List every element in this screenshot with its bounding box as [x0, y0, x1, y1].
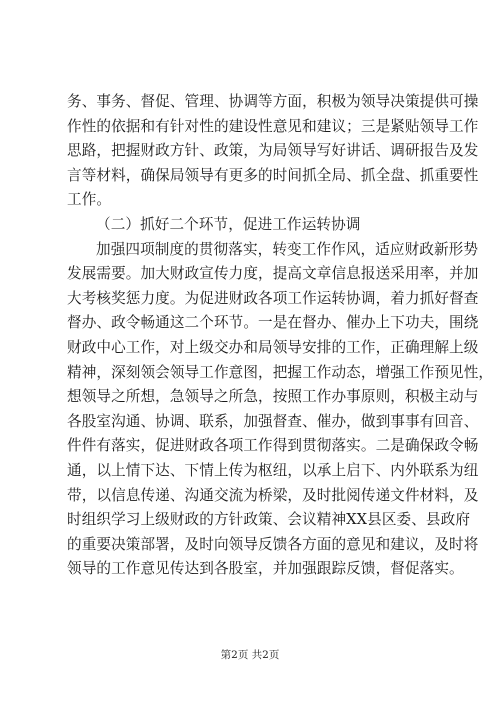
paragraph-line: 大考核奖惩力度。为促进财政各项工作运转协调，着力抓好督查 — [67, 289, 479, 307]
page-number-footer: 第2页 共2页 — [220, 649, 280, 661]
paragraph-line: 带，以信息传递、沟通交流为桥梁，及时批阅传递文件材料，及 — [67, 486, 479, 504]
text-line: 思路，把握财政方针、政策，为局领导写好讲话、调研报告及发 — [67, 142, 479, 160]
text-line: 工作。 — [67, 191, 112, 209]
paragraph-line: 发展需要。加大财政宣传力度，提高文章信息报送采用率，并加 — [67, 265, 479, 283]
text-line: 作性的依据和有针对性的建设性意见和建议；三是紧贴领导工作 — [67, 117, 479, 135]
paragraph-line: 件件有落实，促进财政各项工作得到贯彻落实。二是确保政令畅 — [67, 437, 479, 455]
text-line: 言等材料，确保局领导有更多的时间抓全局、抓全盘、抓重要性 — [67, 166, 479, 184]
section-heading: （二）抓好二个环节，促进工作运转协调 — [96, 215, 361, 233]
paragraph-line: 督办、政令畅通这二个环节。一是在督办、催办上下功夫，围绕 — [67, 314, 479, 332]
text-line: 务、事务、督促、管理、协调等方面，积极为领导决策提供可操 — [67, 93, 479, 110]
paragraph-line: 加强四项制度的贯彻落实，转变工作作风，适应财政新形势 — [96, 240, 479, 258]
document-body — [67, 90, 494, 582]
paragraph-line: 时组织学习上级财政的方针政策、会议精神XX县区委、县政府 — [67, 511, 471, 529]
paragraph-line: 的重要决策部署，及时向领导反馈各方面的意见和建议，及时将 — [67, 535, 479, 553]
paragraph-line: 财政中心工作，对上级交办和局领导安排的工作，正确理解上级 — [67, 338, 479, 356]
paragraph-line: 领导的工作意见传达到各股室，并加强跟踪反馈，督促落实。 — [67, 560, 464, 578]
paragraph-line: 通，以上情下达、下情上传为枢纽，以承上启下、内外联系为纽 — [67, 461, 479, 479]
paragraph-line: 精神，深刻领会领导工作意图，把握工作动态，增强工作预见性， — [67, 363, 494, 381]
paragraph-line: 各股室沟通、协调、联系，加强督查、催办，做到事事有回音、 — [67, 412, 479, 430]
paragraph-line: 想领导之所想，急领导之所急，按照工作办事原则，积极主动与 — [67, 388, 479, 406]
